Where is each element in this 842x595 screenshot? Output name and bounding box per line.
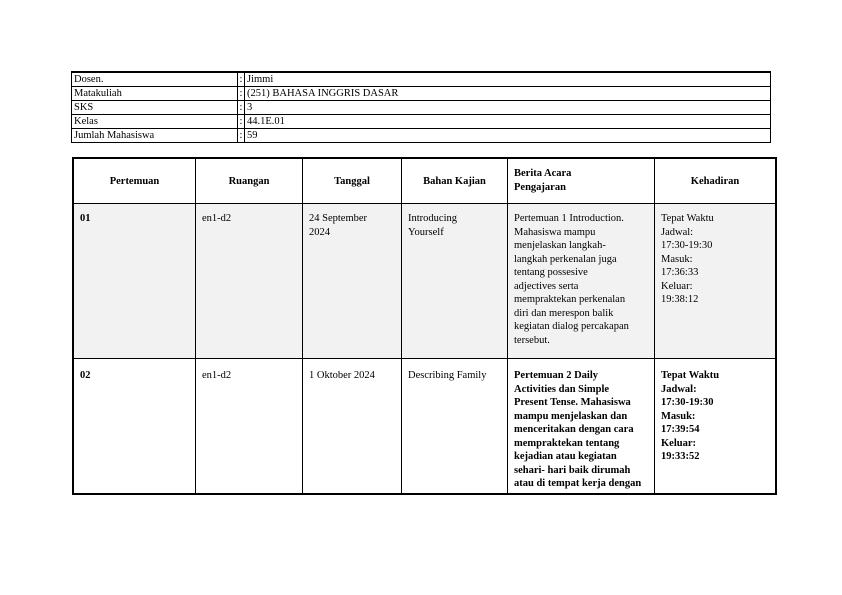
info-separator: :	[238, 87, 245, 101]
info-value: 59	[245, 129, 771, 143]
column-header-ruangan: Ruangan	[196, 158, 303, 204]
info-row-jumlah-mahasiswa	[72, 129, 771, 143]
info-separator: :	[238, 72, 245, 87]
cell-bahan-kajian: Describing Family	[402, 359, 508, 495]
cell-pertemuan: 02	[73, 359, 196, 495]
info-row-sks	[72, 101, 771, 115]
cell-ruangan: en1-d2	[196, 204, 303, 359]
cell-bahan-kajian: Introducing Yourself	[402, 204, 508, 359]
column-header-tanggal: Tanggal	[303, 158, 402, 204]
info-value: 3	[245, 101, 771, 115]
cell-kehadiran: Tepat Waktu Jadwal: 17:30-19:30 Masuk: 17:39:54 Keluar: 19:33:52	[655, 359, 777, 495]
info-row-kelas	[72, 115, 771, 129]
info-separator: :	[238, 129, 245, 143]
info-value: (251) BAHASA INGGRIS DASAR	[245, 87, 771, 101]
cell-berita-acara: Pertemuan 1 Introduction. Mahasiswa mampu menjelaskan langkah- langkah perkenalan juga tentang possesive adjectives serta mempraktekan perkenalan diri dan merespon balik kegiatan dialog percakapan tersebut.	[508, 204, 655, 359]
column-header-bahan-kajian: Bahan Kajian	[402, 158, 508, 204]
info-row-dosen	[72, 72, 771, 87]
info-separator: :	[238, 101, 245, 115]
cell-kehadiran: Tepat Waktu Jadwal: 17:30-19:30 Masuk: 17:36:33 Keluar: 19:38:12	[655, 204, 777, 359]
column-header-berita-acara: Berita Acara Pengajaran	[508, 158, 655, 204]
cell-berita-acara: Pertemuan 2 Daily Activities dan Simple Present Tense. Mahasiswa mampu menjelaskan dan menceritakan dengan cara mempraktekan tentang kejadian atau kegiatan sehari- hari baik dirumah atau di tempat kerja dengan	[508, 359, 655, 495]
header-row	[73, 158, 776, 204]
info-row-matakuliah	[72, 87, 771, 101]
attendance-table	[72, 157, 777, 495]
table-row	[73, 204, 776, 359]
info-value: 44.1E.01	[245, 115, 771, 129]
table-row	[73, 359, 776, 495]
info-label: SKS	[72, 101, 238, 115]
cell-tanggal: 1 Oktober 2024	[303, 359, 402, 495]
info-label: Dosen.	[72, 72, 238, 87]
info-label: Jumlah Mahasiswa	[72, 129, 238, 143]
info-value: Jimmi	[245, 72, 771, 87]
column-header-kehadiran: Kehadiran	[655, 158, 777, 204]
info-label: Matakuliah	[72, 87, 238, 101]
cell-tanggal: 24 September 2024	[303, 204, 402, 359]
info-label: Kelas	[72, 115, 238, 129]
cell-ruangan: en1-d2	[196, 359, 303, 495]
course-info-table	[71, 71, 771, 143]
info-separator: :	[238, 115, 245, 129]
column-header-pertemuan: Pertemuan	[73, 158, 196, 204]
cell-pertemuan: 01	[73, 204, 196, 359]
